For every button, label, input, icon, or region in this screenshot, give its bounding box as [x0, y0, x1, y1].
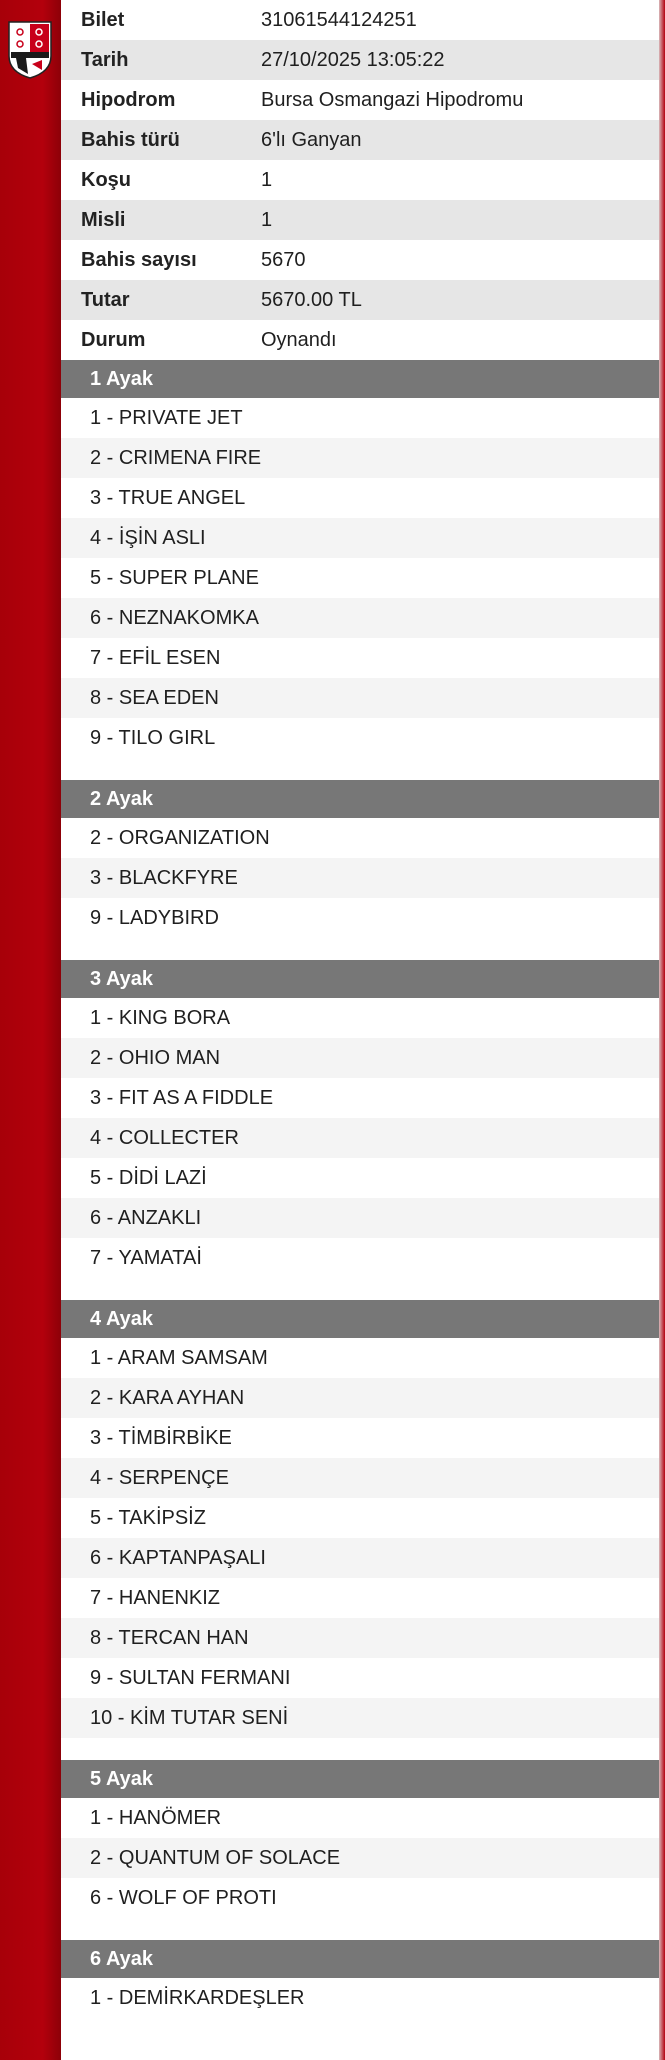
- leg-spacer: [61, 938, 659, 960]
- ticket-info-row: [61, 280, 659, 320]
- runner-item: 2 - KARA AYHAN: [61, 1378, 659, 1418]
- ticket-info-row: [61, 320, 659, 360]
- leg-header: 3 Ayak: [61, 960, 659, 998]
- runner-item: 1 - DEMİRKARDEŞLER: [90, 1986, 305, 2009]
- runner-item: 4 - COLLECTER: [61, 1118, 659, 1158]
- runner-item: 9 - LADYBIRD: [90, 906, 219, 929]
- leg-header: 6 Ayak: [61, 1940, 659, 1978]
- runner-item: 5 - SUPER PLANE: [90, 566, 259, 589]
- leg-spacer: [61, 1278, 659, 1300]
- runner-item: 5 - TAKİPSİZ: [90, 1506, 206, 1529]
- ticket-info-value: 6'lı Ganyan: [261, 128, 362, 151]
- runner-item: 1 - KING BORA: [90, 1006, 231, 1029]
- leg-spacer: [61, 1918, 659, 1940]
- right-edge-bar: [659, 0, 665, 2060]
- runner-item: 9 - TILO GIRL: [90, 726, 216, 749]
- ticket-info-row: [61, 200, 659, 240]
- runner-item: 6 - ANZAKLI: [61, 1198, 659, 1238]
- ticket-info-label: Tutar: [81, 288, 130, 311]
- ticket-info-label: Bahis sayısı: [81, 248, 197, 271]
- ticket-info-value: 27/10/2025 13:05:22: [261, 48, 445, 71]
- ticket-info-row: [61, 120, 659, 160]
- leg-header: 1 Ayak: [61, 360, 659, 398]
- ticket-info-row: [61, 240, 659, 280]
- ticket-info-label: Durum: [81, 328, 146, 351]
- ticket-info-label: Koşu: [81, 168, 131, 191]
- ticket-info-value: 5670.00 TL: [261, 288, 362, 311]
- ticket-info-row: [61, 80, 659, 120]
- runner-item: 2 - ORGANIZATION: [90, 826, 270, 849]
- ticket-info-label: Bahis türü: [81, 128, 180, 151]
- ticket-info-row: [61, 40, 659, 80]
- runner-item: 7 - HANENKIZ: [90, 1586, 221, 1609]
- leg-header: 4 Ayak: [61, 1300, 659, 1338]
- runner-item: 6 - NEZNAKOMKA: [61, 598, 659, 638]
- runner-item: 3 - FIT AS A FIDDLE: [90, 1086, 274, 1109]
- ticket-info-value: 1: [261, 168, 273, 191]
- ticket-info-label: Hipodrom: [81, 88, 176, 111]
- leg-spacer: [61, 758, 659, 780]
- ticket-info-table: [61, 0, 659, 360]
- ticket-info-label: Tarih: [81, 48, 129, 71]
- runner-item: 4 - SERPENÇE: [61, 1458, 659, 1498]
- ticket-info-row: [61, 160, 659, 200]
- ticket-info-value: Oynandı: [261, 328, 337, 351]
- runner-item: 7 - EFİL ESEN: [90, 646, 221, 669]
- club-logo-icon: [6, 20, 54, 80]
- ticket-info-value: 1: [261, 208, 273, 231]
- runner-item: 6 - KAPTANPAŞALI: [61, 1538, 659, 1578]
- runner-item: 2 - CRIMENA FIRE: [61, 438, 659, 478]
- ticket-content: [61, 0, 659, 2040]
- runner-item: 3 - TİMBİRBİKE: [90, 1426, 232, 1449]
- leg-header: 2 Ayak: [61, 780, 659, 818]
- ticket-info-value: Bursa Osmangazi Hipodromu: [261, 88, 524, 111]
- runner-item: 8 - TERCAN HAN: [61, 1618, 659, 1658]
- left-brand-bar: [0, 0, 61, 2060]
- runner-item: 3 - TRUE ANGEL: [90, 486, 246, 509]
- runner-item: 3 - BLACKFYRE: [61, 858, 659, 898]
- runner-item: 1 - PRIVATE JET: [90, 406, 243, 429]
- runner-item: 4 - İŞİN ASLI: [61, 518, 659, 558]
- runner-item: 10 - KİM TUTAR SENİ: [61, 1698, 659, 1738]
- runner-item: 8 - SEA EDEN: [61, 678, 659, 718]
- legs-list: [61, 360, 659, 2040]
- runner-item: 6 - WOLF OF PROTI: [90, 1886, 277, 1909]
- runner-item: 1 - HANÖMER: [90, 1806, 222, 1829]
- ticket-info-label: Bilet: [81, 8, 125, 31]
- ticket-info-row: [61, 0, 659, 40]
- runner-item: 9 - SULTAN FERMANI: [90, 1666, 291, 1689]
- ticket-info-value: 31061544124251: [261, 8, 417, 31]
- leg-header: 5 Ayak: [61, 1760, 659, 1798]
- leg-spacer: [61, 2018, 659, 2040]
- ticket-info-value: 5670: [261, 248, 306, 271]
- runner-item: 2 - QUANTUM OF SOLACE: [61, 1838, 659, 1878]
- runner-item: 1 - ARAM SAMSAM: [90, 1346, 268, 1369]
- ticket-info-label: Misli: [81, 208, 126, 231]
- runner-item: 2 - OHIO MAN: [61, 1038, 659, 1078]
- leg-spacer: [61, 1738, 659, 1760]
- runner-item: 7 - YAMATAİ: [90, 1246, 202, 1269]
- runner-item: 5 - DİDİ LAZİ: [90, 1166, 207, 1189]
